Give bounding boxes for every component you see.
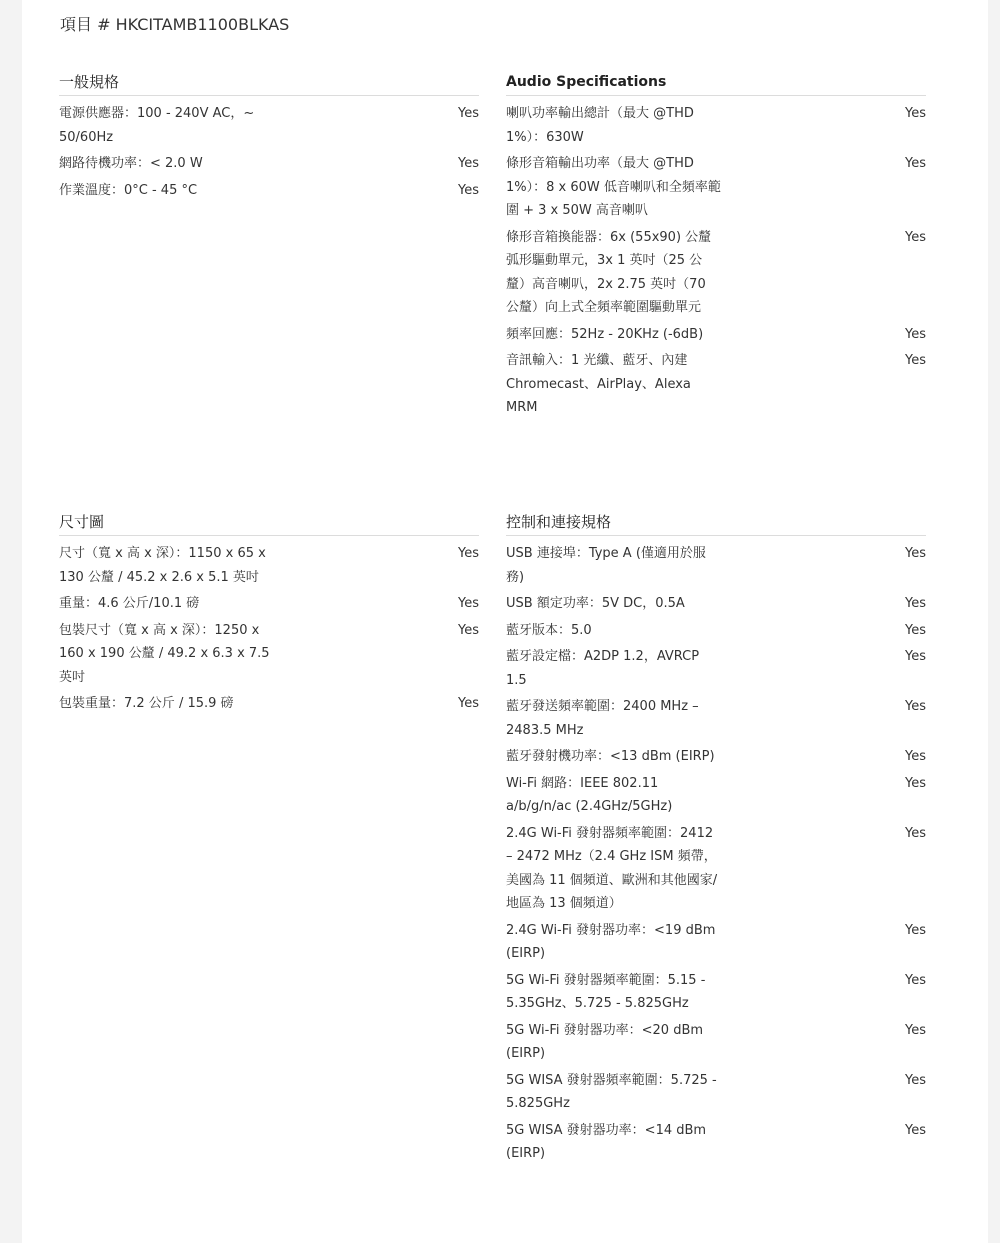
spec-value: Yes	[905, 106, 926, 121]
spec-row	[506, 619, 926, 643]
spec-row	[59, 152, 479, 176]
spec-row	[506, 745, 926, 769]
audio-specs-section	[506, 70, 926, 420]
spec-label: 喇叭功率輸出總計（最大 @THD 1%）：630W	[506, 106, 694, 145]
spec-label: 作業溫度：0°C - 45 °C	[59, 182, 198, 198]
audio-specs-list	[506, 102, 926, 420]
dimensions-title: 尺寸圖	[59, 510, 479, 536]
spec-label: Wi-Fi 網路：IEEE 802.11 a/b/g/n/ac (2.4GHz/5GHz)	[506, 775, 673, 814]
spec-row	[59, 542, 479, 589]
spec-value: Yes	[905, 825, 926, 841]
control-connectivity-list	[506, 542, 926, 1166]
spec-label: 2.4G Wi-Fi 發射器功率：<19 dBm (EIRP)	[506, 922, 716, 961]
spec-row	[506, 919, 926, 966]
spec-label: 音訊輸入：1 光纖、藍牙、內建 Chromecast、AirPlay、Alexa MRM	[506, 353, 691, 415]
spec-row	[59, 179, 479, 203]
spec-page	[22, 0, 988, 1243]
spec-value: Yes	[458, 622, 479, 638]
spec-value: Yes	[905, 1022, 926, 1038]
spec-value: Yes	[905, 546, 926, 561]
audio-specs-title: Audio Specifications	[506, 70, 926, 96]
spec-row	[506, 226, 926, 320]
spec-label: 藍牙發送頻率範圍：2400 MHz – 2483.5 MHz	[506, 699, 699, 738]
spec-value: Yes	[905, 972, 926, 988]
dimensions-list	[59, 542, 479, 716]
spec-row	[506, 969, 926, 1016]
spec-row	[506, 542, 926, 589]
spec-label: 重量：4.6 公斤/10.1 磅	[59, 596, 200, 611]
general-specs-section	[59, 70, 479, 202]
general-specs-list	[59, 102, 479, 202]
spec-row	[506, 695, 926, 742]
spec-value: Yes	[905, 775, 926, 791]
spec-value: Yes	[458, 546, 479, 561]
spec-value: Yes	[905, 749, 926, 764]
spec-value: Yes	[458, 106, 479, 121]
spec-label: 網路待機功率：< 2.0 W	[59, 156, 203, 171]
spec-value: Yes	[905, 649, 926, 664]
item-number: 項目 # HKCITAMB1100BLKAS	[60, 15, 290, 34]
spec-value: Yes	[458, 696, 479, 711]
spec-row	[506, 102, 926, 149]
dimensions-section	[59, 510, 479, 716]
spec-row	[506, 1069, 926, 1116]
spec-label: USB 額定功率：5V DC，0.5A	[506, 596, 685, 611]
spec-row	[506, 323, 926, 347]
spec-row	[59, 102, 479, 149]
spec-value: Yes	[458, 156, 479, 171]
spec-value: Yes	[905, 699, 926, 714]
spec-value: Yes	[905, 156, 926, 171]
spec-label: USB 連接埠：Type A (僅適用於服務)	[506, 546, 706, 585]
control-connectivity-section	[506, 510, 926, 1166]
spec-label: 頻率回應：52Hz - 20KHz (-6dB)	[506, 326, 704, 342]
spec-value: Yes	[905, 622, 926, 638]
spec-label: 藍牙版本：5.0	[506, 622, 592, 638]
spec-row	[506, 592, 926, 616]
general-specs-title: 一般規格	[59, 70, 479, 96]
spec-label: 包裝尺寸（寬 x 高 x 深）：1250 x 160 x 190 公釐 / 49.2 x 6.3 x 7.5 英吋	[59, 622, 270, 685]
spec-value: Yes	[905, 596, 926, 611]
spec-value: Yes	[905, 353, 926, 368]
spec-row	[506, 822, 926, 916]
spec-label: 包裝重量：7.2 公斤 / 15.9 磅	[59, 696, 234, 711]
spec-label: 尺寸（寬 x 高 x 深）：1150 x 65 x 130 公釐 / 45.2 x 2.6 x 5.1 英吋	[59, 546, 266, 585]
spec-label: 5G Wi-Fi 發射器頻率範圍：5.15 - 5.35GHz、5.725 - 5.825GHz	[506, 972, 706, 1011]
spec-row	[506, 772, 926, 819]
spec-row	[506, 645, 926, 692]
spec-row	[506, 1119, 926, 1166]
spec-label: 藍牙發射機功率：<13 dBm (EIRP)	[506, 749, 715, 764]
spec-label: 5G Wi-Fi 發射器功率：<20 dBm (EIRP)	[506, 1022, 704, 1061]
spec-row	[59, 592, 479, 616]
spec-row	[506, 349, 926, 420]
spec-label: 5G WISA 發射器功率：<14 dBm (EIRP)	[506, 1122, 707, 1161]
spec-label: 條形音箱換能器：6x (55x90) 公釐弧形驅動單元，3x 1 英吋（25 公釐）高音喇叭，2x 2.75 英吋（70 公釐）向上式全頻率範圍驅動單元	[506, 229, 712, 315]
spec-row	[59, 692, 479, 716]
spec-value: Yes	[905, 326, 926, 342]
spec-row	[59, 619, 479, 690]
spec-value: Yes	[905, 1072, 926, 1088]
spec-value: Yes	[905, 229, 926, 245]
spec-label: 電源供應器：100 - 240V AC，~ 50/60Hz	[59, 106, 255, 145]
spec-row	[506, 152, 926, 223]
spec-value: Yes	[905, 922, 926, 938]
spec-label: 2.4G Wi-Fi 發射器頻率範圍：2412 – 2472 MHz（2.4 GHz ISM 頻帶，美國為 11 個頻道、歐洲和其他國家/地區為 13 個頻道）	[506, 825, 718, 911]
spec-value: Yes	[458, 182, 479, 198]
spec-label: 條形音箱輸出功率（最大 @THD 1%）：8 x 60W 低音喇叭和全頻率範圍 + 3 x 50W 高音喇叭	[506, 156, 721, 218]
control-connectivity-title: 控制和連接規格	[506, 510, 926, 536]
spec-label: 5G WISA 發射器頻率範圍：5.725 - 5.825GHz	[506, 1072, 717, 1111]
spec-value: Yes	[905, 1122, 926, 1138]
spec-value: Yes	[458, 596, 479, 611]
spec-row	[506, 1019, 926, 1066]
spec-label: 藍牙設定檔：A2DP 1.2，AVRCP 1.5	[506, 649, 700, 688]
